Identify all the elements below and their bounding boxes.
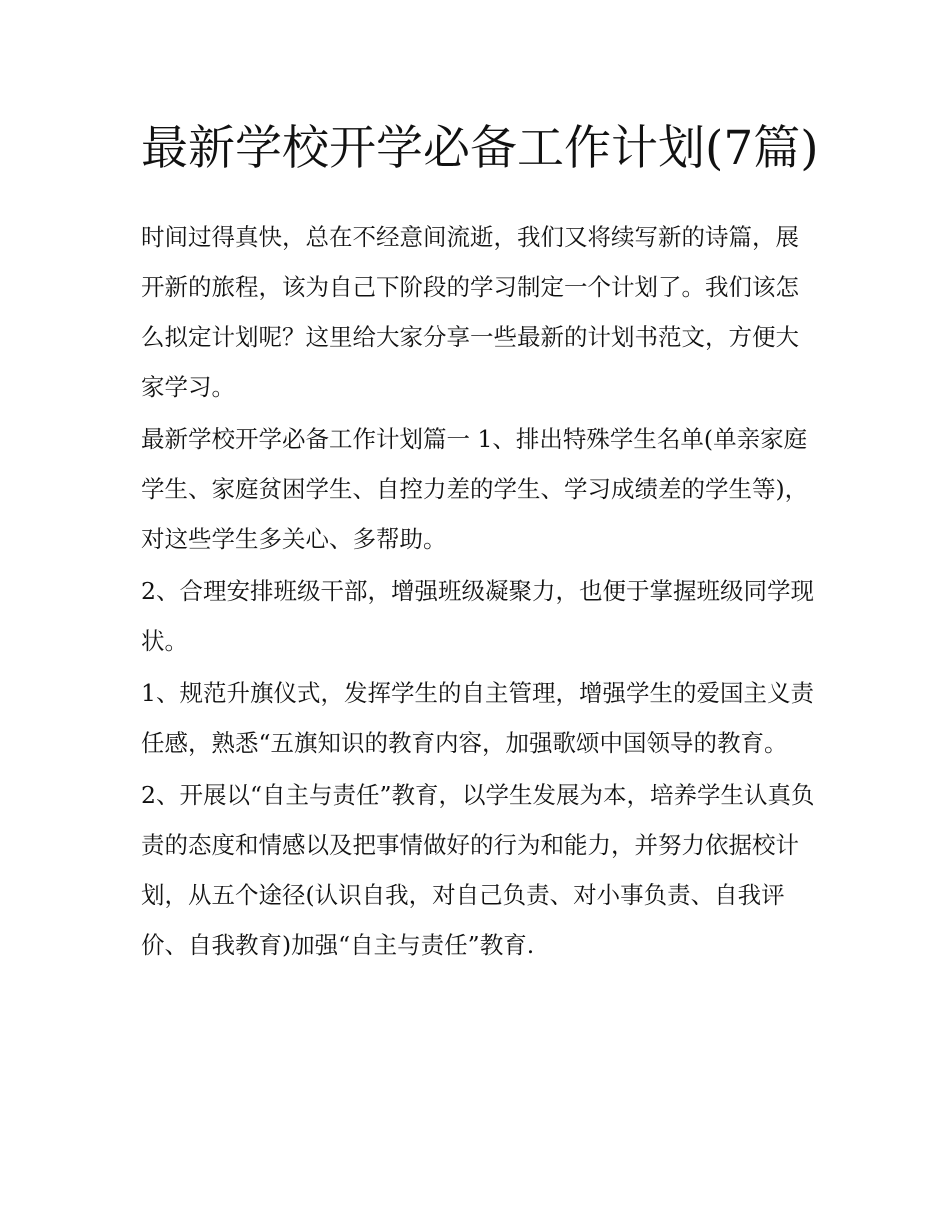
body-paragraph-2: 2、合理安排班级干部，增强班级凝聚力，也便于掌握班级同学现状。 [141,577,814,655]
document-title: 最新学校开学必备工作计划(7篇) [141,121,819,176]
document-page [141,110,821,972]
body-paragraph-3: 1、规范升旗仪式，发挥学生的自主管理，增强学生的爱国主义责任感，熟悉“五旗知识的教育内容，加强歌颂中国领导的教育。 [141,679,814,757]
body-paragraph-1: 最新学校开学必备工作计划篇一 1、排出特殊学生名单(单亲家庭学生、家庭贫困学生、自控力差的学生、学习成绩差的学生等)，对这些学生多关心、多帮助。 [141,425,809,553]
body-paragraph-4: 2、开展以“自主与责任”教育，以学生发展为本，培养学生认真负责的态度和情感以及把事情做好的行为和能力，并努力依据校计划，从五个途径(认识自我，对自己负责、对小事负责、自我评价、自我教育)加强“自主与责任”教育. [141,781,815,959]
intro-paragraph: 时间过得真快，总在不经意间流逝，我们又将续写新的诗篇，展开新的旅程，该为自己下阶段的学习制定一个计划了。我们该怎么拟定计划呢？这里给大家分享一些最新的计划书范文，方便大家学习。 [141,223,799,401]
